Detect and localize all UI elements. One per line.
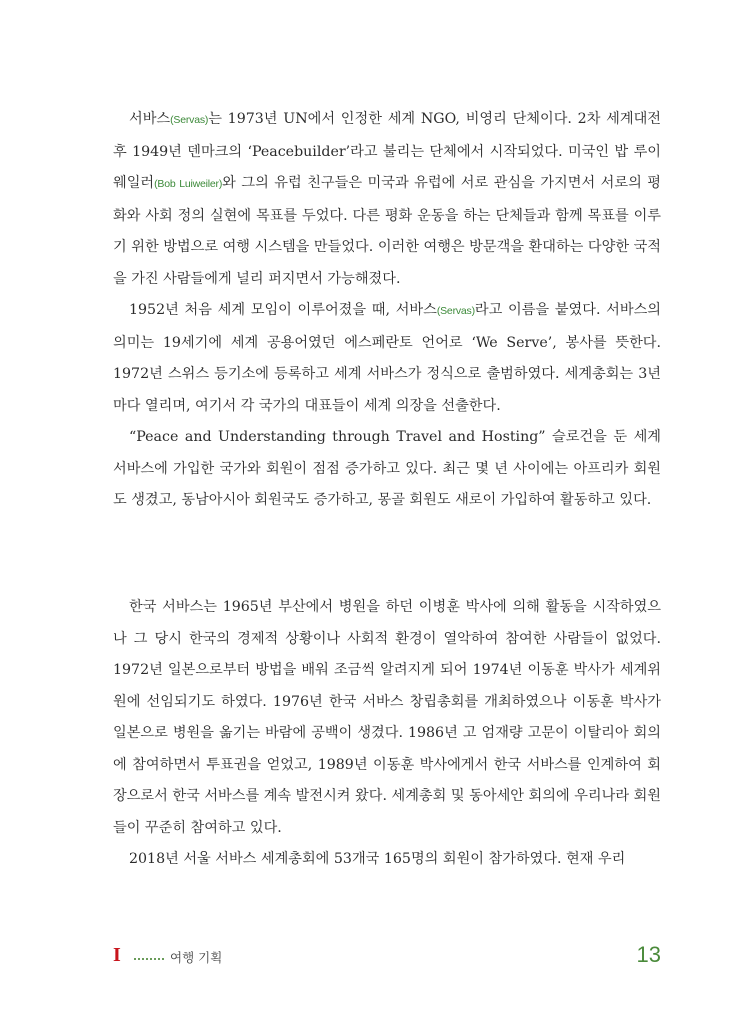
paragraph bbox=[113, 295, 661, 422]
text-run: “Peace and Understanding through Travel and Hosting” 슬로건을 둔 세계 서바스에 가입한 국가와 회원이 점점 증가하고 있다. 최근 몇 년 사이에는 아프리카 회원도 생겼고, 동남아시아 회원국도 증가하고, 몽골 회원도 새로이 가입하여 활동하고 있다. bbox=[113, 429, 661, 508]
text-run: 2018년 서울 서바스 세계총회에 53개국 165명의 회원이 참가하였다. 현재 우리 bbox=[129, 851, 626, 867]
body-text-lower bbox=[113, 592, 661, 876]
text-run: 한국 서바스는 1965년 부산에서 병원을 하던 이병훈 박사에 의해 활동을 시작하였으나 그 당시 한국의 경제적 상황이나 사회적 환경이 열악하여 참여한 사람들이 없었다. 1972년 일본으로부터 방법을 배워 조금씩 알려지게 되어 1974년 이동훈 박사가 세계위원에 선임되기도 하였다. 1976년 한국 서바스 창립총회를 개최하였으나 이동훈 박사가 일본으로 병원을 옮기는 바람에 공백이 생겼다. 1986년 고 엄재량 고문이 이탈리아 회의에 참여하면서 투표권을 얻었고, 1989년 이동훈 박사에게서 한국 서바스를 인계하여 회장으로서 한국 서바스를 계속 발전시켜 왔다. 세계총회 및 동아세안 회의에 우리나라 회원들이 꾸준히 참여하고 있다. bbox=[113, 599, 661, 836]
paragraph bbox=[113, 422, 661, 517]
section-label: 여행 기획 bbox=[170, 950, 223, 965]
chapter-numeral: I bbox=[113, 944, 121, 966]
paragraph bbox=[113, 592, 661, 844]
page-footer bbox=[0, 942, 756, 974]
paragraph bbox=[113, 104, 661, 295]
dotted-leader bbox=[134, 958, 164, 960]
latin-annotation: (Servas) bbox=[170, 114, 209, 126]
latin-annotation: (Servas) bbox=[436, 305, 475, 317]
paragraph bbox=[113, 844, 661, 876]
text-run: 라고 이름을 붙였다. 서바스의 의미는 19세기에 세계 공용어였던 에스페란토 언어로 ‘We Serve’, 봉사를 뜻한다. 1972년 스위스 등기소에 등록하고 세계 서바스가 정식으로 출범하였다. 세계총회는 3년마다 열리며, 여기서 각 국가의 대표들이 세계 의장을 선출한다. bbox=[113, 302, 661, 414]
body-text-upper bbox=[113, 104, 661, 517]
latin-annotation: (Bob Luiweiler) bbox=[154, 178, 223, 190]
text-run: 와 그의 유럽 친구들은 미국과 유럽에 서로 관심을 가지면서 서로의 평화와 사회 정의 실현에 목표를 두었다. 다른 평화 운동을 하는 단체들과 함께 목표를 이루기 위한 방법으로 여행 시스템을 만들었다. 이러한 여행은 방문객을 환대하는 다양한 국적을 가진 사람들에게 널리 퍼지면서 가능해졌다. bbox=[113, 175, 661, 287]
page-number: 13 bbox=[636, 942, 661, 967]
text-run: 서바스 bbox=[129, 111, 171, 127]
text-run: 1952년 처음 세계 모임이 이루어졌을 때, 서바스 bbox=[129, 302, 437, 318]
text-run: 는 1973년 UN에서 인정한 세계 NGO, 비영리 단체이다. 2차 세계대전 후 1949년 덴마크의 ‘Peacebuilder’라고 불리는 단체에서 시작되었다. 미국인 밥 루이웨일러 bbox=[113, 111, 661, 191]
